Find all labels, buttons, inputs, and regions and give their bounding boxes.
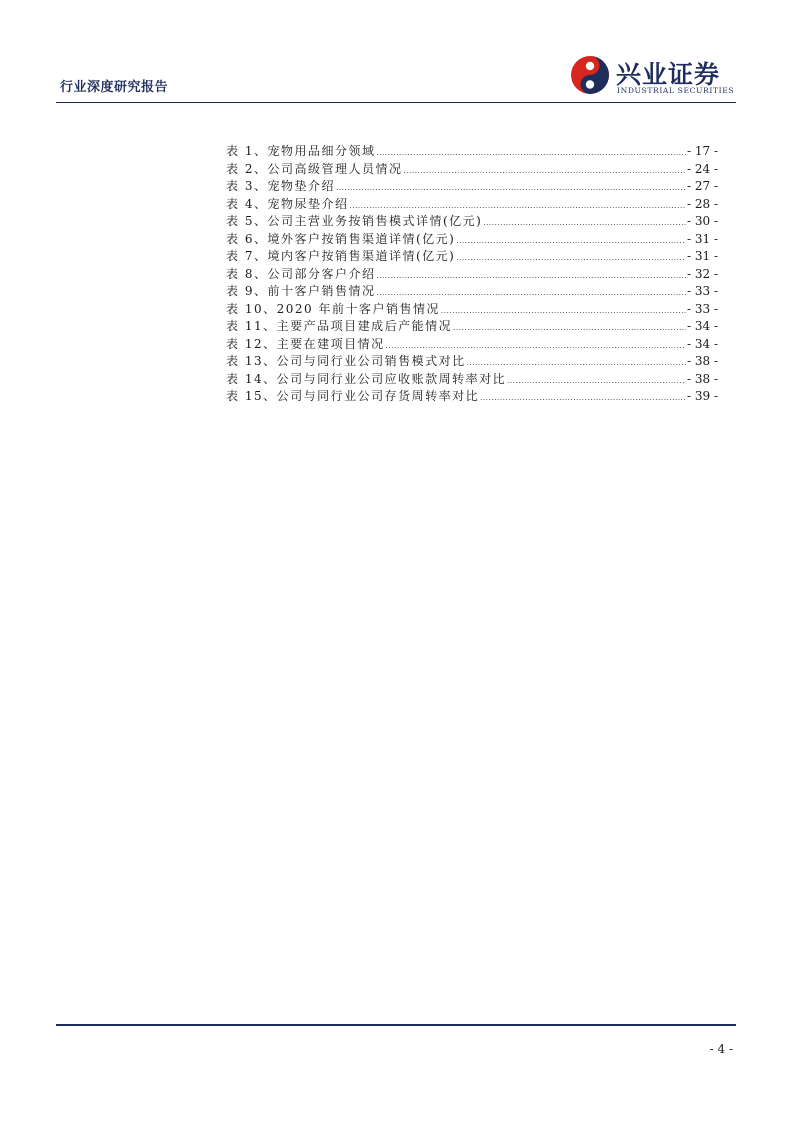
toc-entry[interactable] [226,353,718,371]
toc-entry-page: - 33 - [686,301,718,316]
toc-entry-title: 表 7、境内客户按销售渠道详情(亿元) [226,249,456,263]
toc-entry-page: - 32 - [686,266,718,281]
toc-entry-title: 表 2、公司高级管理人员情况 [226,161,403,176]
toc-entry[interactable] [226,388,718,406]
toc-entry-page: - 33 - [686,284,718,298]
toc-leader-dots [441,303,686,321]
toc-entry-title: 表 3、宠物垫介绍 [226,179,335,193]
page-number: - 4 - [709,1042,733,1056]
toc-entry-title: 表 14、公司与同行业公司应收账款周转率对比 [226,371,507,386]
toc-entry[interactable] [226,213,718,231]
toc-leader-dots [376,145,686,163]
table-of-tables [226,143,718,406]
toc-entry[interactable] [226,318,718,336]
toc-leader-dots [507,373,686,391]
toc-entry-title: 表 11、主要产品项目建成后产能情况 [226,319,453,333]
toc-entry-title: 表 5、公司主营业务按销售模式详情(亿元) [226,214,483,228]
toc-entry-title: 表 8、公司部分客户介绍 [226,266,376,281]
toc-entry-title: 表 15、公司与同行业公司存货周转率对比 [226,389,480,403]
toc-leader-dots [483,215,686,233]
industrial-securities-logo-icon [570,55,610,95]
toc-entry[interactable] [226,371,718,389]
toc-entry-page: - 24 - [686,161,718,176]
toc-entry[interactable] [226,231,718,249]
toc-entry[interactable] [226,248,718,266]
brand-name-cn: 兴业证券 [616,60,721,89]
toc-entry-page: - 27 - [686,179,718,193]
toc-entry-title: 表 4、宠物尿垫介绍 [226,196,349,211]
toc-entry[interactable] [226,336,718,354]
footer-divider [56,1024,736,1026]
toc-leader-dots [456,233,686,251]
toc-entry-page: - 30 - [686,214,718,228]
toc-entry[interactable] [226,301,718,319]
toc-entry-page: - 34 - [686,336,718,351]
toc-entry[interactable] [226,266,718,284]
toc-entry-page: - 31 - [686,231,718,246]
toc-leader-dots [480,390,686,408]
brand-name-en: INDUSTRIAL SECURITIES [617,86,735,95]
toc-entry-page: - 17 - [686,144,718,158]
header-divider [56,102,736,103]
toc-entry-page: - 38 - [686,371,718,386]
toc-entry-title: 表 13、公司与同行业公司销售模式对比 [226,354,466,368]
toc-leader-dots [456,250,686,268]
toc-entry-page: - 38 - [686,354,718,368]
toc-entry-title: 表 1、宠物用品细分领域 [226,144,376,158]
toc-entry[interactable] [226,161,718,179]
toc-leader-dots [336,180,686,198]
toc-entry[interactable] [226,178,718,196]
toc-entry[interactable] [226,283,718,301]
toc-entry[interactable] [226,196,718,214]
toc-entry-page: - 34 - [686,319,718,333]
report-type-label: 行业深度研究报告 [60,80,169,95]
toc-entry-page: - 28 - [686,196,718,211]
toc-entry-title: 表 9、前十客户销售情况 [226,284,376,298]
brand-logo [570,55,740,97]
toc-entry-page: - 31 - [686,249,718,263]
toc-entry[interactable] [226,143,718,161]
toc-leader-dots [403,163,686,181]
toc-entry-title: 表 12、主要在建项目情况 [226,336,385,351]
toc-entry-title: 表 10、2020 年前十客户销售情况 [226,301,440,316]
toc-entry-title: 表 6、境外客户按销售渠道详情(亿元) [226,231,456,246]
toc-entry-page: - 39 - [686,389,718,403]
toc-leader-dots [376,268,686,286]
toc-leader-dots [453,320,686,338]
